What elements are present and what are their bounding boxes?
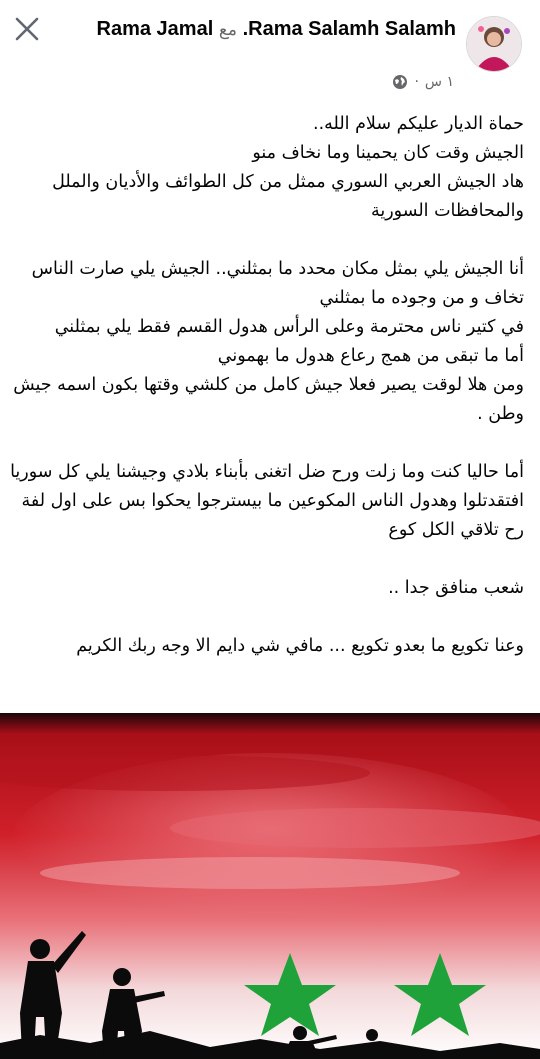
meta-separator: · [414, 74, 419, 90]
post-body [6, 110, 524, 661]
post-line: ومن هلا لوقت يصير فعلا جيش كامل من كلشي وقتها بكون اسمه جيش وطن . [13, 375, 524, 424]
close-button[interactable] [10, 12, 44, 46]
post-line: الجيش وقت كان يحمينا وما نخاف منو [252, 143, 524, 163]
timestamp[interactable]: ١ س [424, 74, 454, 90]
post-line: شعب منافق جدا .. [388, 578, 524, 598]
post-image[interactable] [0, 713, 540, 1059]
post-line: حماة الديار عليكم سلام الله.. [313, 114, 524, 134]
post-line: أما حاليا كنت وما زلت ورح ضل اتغنى بأبناء بلادي وجيشنا يلي كل سوريا افتقدتلوا وهدول الناس المكوعين ما بيسترجوا يحكوا بس على اول لفة رح تلاقي الكل كوع [10, 462, 524, 540]
post-line: أما ما تبقى من همج رعاع هدول ما بهموني [217, 346, 524, 366]
globe-icon[interactable] [392, 74, 408, 90]
author-line [76, 16, 456, 43]
post-header [0, 0, 540, 100]
syrian-flag-soldiers-image [0, 713, 540, 1059]
post-meta [392, 74, 454, 90]
author-primary[interactable]: Rama Salamh Salamh. [242, 18, 456, 40]
author-secondary[interactable]: Rama Jamal [96, 18, 214, 40]
post-line: أنا الجيش يلي بمثل مكان محدد ما بمثلني.. الجيش يلي صارت الناس تخاف و من وجوده ما بمثلني [31, 259, 524, 308]
post-line: وعنا تكويع ما بعدو تكويع ... مافي شي دايم الا وجه ربك الكريم [76, 636, 524, 656]
close-icon [15, 17, 39, 41]
post-line: في كتير ناس محترمة وعلى الرأس هدول القسم فقط يلي بمثلني [54, 317, 524, 337]
post-line: هاد الجيش العربي السوري ممثل من كل الطوائف والأديان والملل والمحافظات السورية [52, 172, 524, 221]
author-avatar[interactable] [466, 16, 522, 72]
with-label: مع [218, 20, 237, 39]
